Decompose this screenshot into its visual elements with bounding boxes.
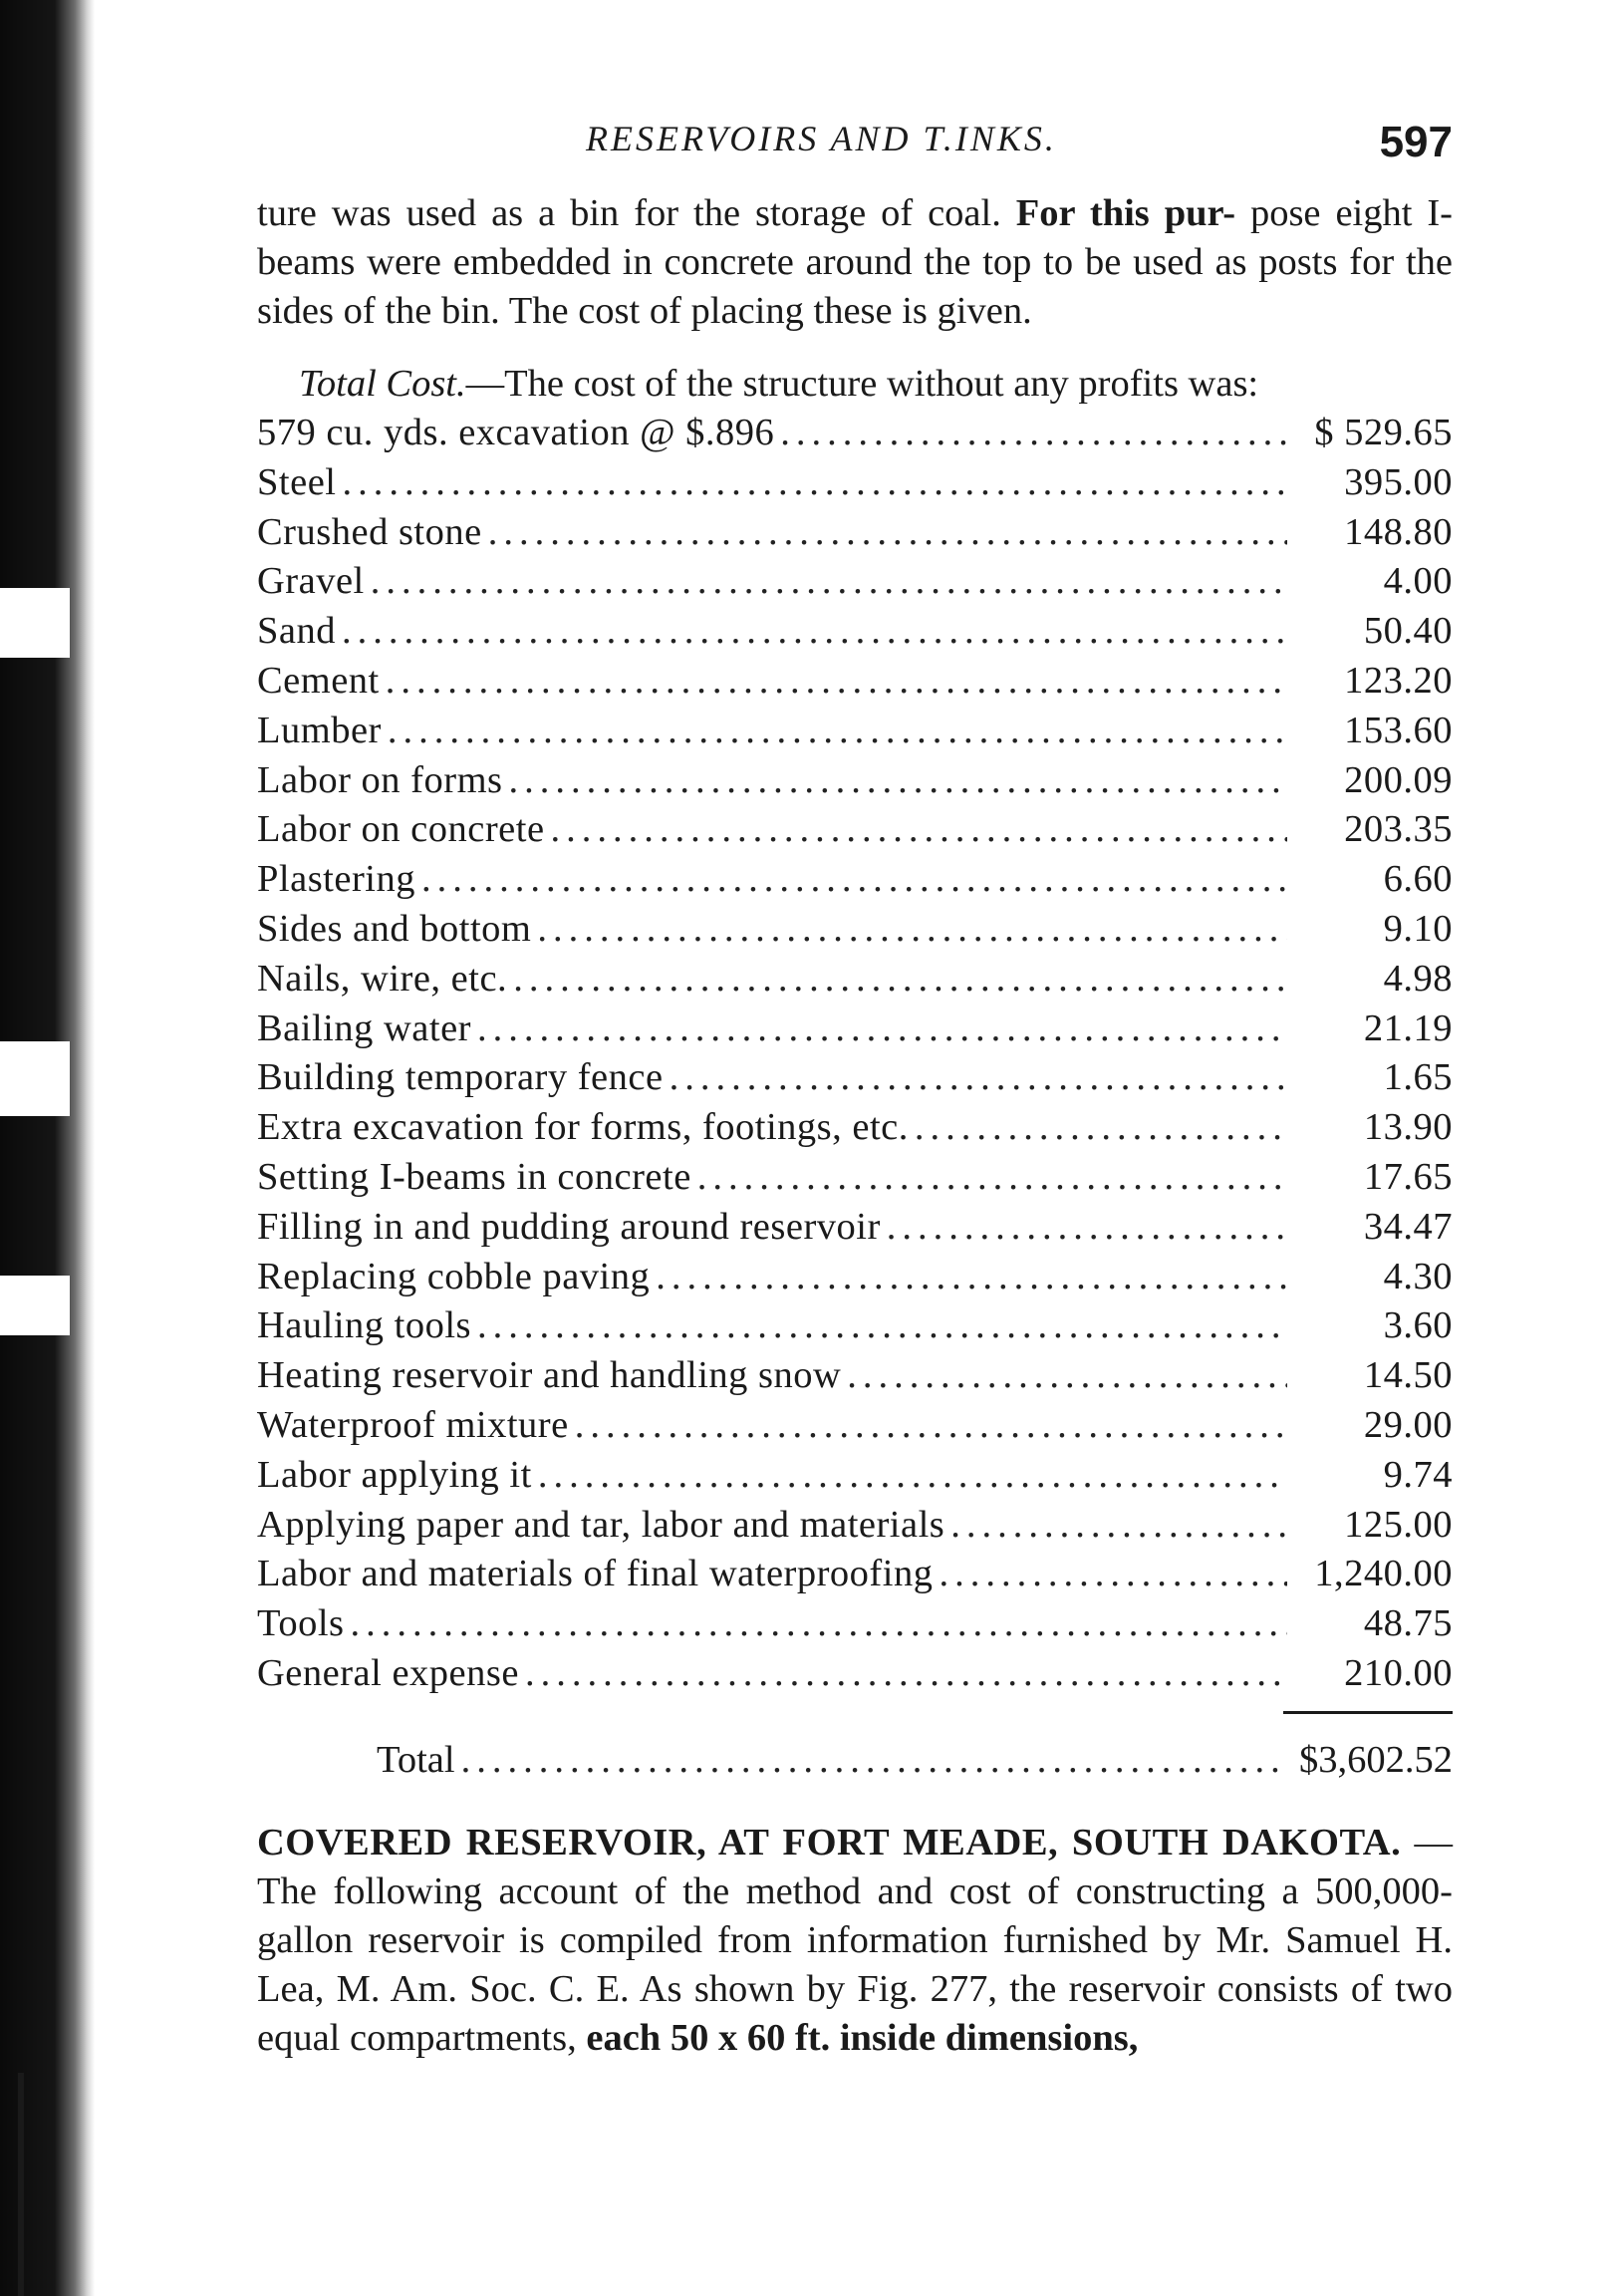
total-cost-label: Total Cost.	[299, 363, 466, 405]
cost-item-value: 17.65	[1363, 1155, 1453, 1198]
running-title: RESERVOIRS AND T.INKS.	[586, 119, 1057, 158]
cost-item-label: Labor on forms	[257, 758, 503, 801]
total-value: $3,602.52	[1299, 1738, 1453, 1781]
cost-row	[257, 1599, 1453, 1649]
cost-item-label: Steel	[257, 460, 337, 503]
intro-text-bold: For this pur-	[1015, 192, 1236, 234]
cost-row	[257, 707, 1453, 756]
cost-item-value: $ 529.65	[1314, 412, 1453, 453]
cost-row	[257, 1004, 1453, 1054]
cost-row	[257, 1351, 1453, 1401]
leader-dots	[670, 1053, 1287, 1103]
leader-dots	[551, 805, 1287, 855]
total-row	[377, 1735, 1453, 1785]
total-rule-row	[257, 1699, 1453, 1729]
cost-row	[257, 1103, 1453, 1153]
cost-row	[257, 409, 1453, 458]
cost-row	[257, 805, 1453, 855]
cost-item-label: Extra excavation for forms, footings, etc.	[257, 1106, 909, 1149]
cost-row	[257, 955, 1453, 1004]
leader-dots	[950, 1501, 1287, 1551]
cost-item-label: General expense	[257, 1651, 519, 1694]
binding-edge	[0, 0, 95, 2296]
leader-dots	[509, 756, 1288, 806]
cost-row	[257, 607, 1453, 657]
cost-item-value: 9.74	[1383, 1453, 1453, 1496]
binding-line	[18, 2073, 24, 2296]
leader-dots	[477, 1301, 1287, 1351]
cost-item-label: Filling in and pudding around reservoir	[257, 1205, 881, 1248]
leader-dots	[887, 1203, 1287, 1253]
cost-table	[257, 409, 1453, 1699]
leader-dots	[388, 707, 1287, 756]
leader-dots	[342, 458, 1287, 508]
cost-item-value: 50.40	[1363, 610, 1453, 653]
cost-item-label: Labor applying it	[257, 1453, 532, 1496]
cost-row	[257, 905, 1453, 955]
cost-item-value: 125.00	[1344, 1503, 1453, 1546]
leader-dots	[386, 657, 1287, 707]
cost-row	[257, 1451, 1453, 1501]
cost-item-value: 210.00	[1344, 1651, 1453, 1694]
cost-item-value: 6.60	[1383, 858, 1453, 901]
cost-row	[257, 1501, 1453, 1551]
cost-item-label: Heating reservoir and handling snow	[257, 1354, 842, 1397]
section-body: — The following account of the method and cost of constructing a 500,000-gallon reservoir is compiled from information furnished by Mr. Samuel H. Lea, M. Am. Soc. C. E. As shown by Fig. 277, the reservoir consists of two equal compartments,	[257, 1821, 1454, 2059]
cost-row	[257, 1253, 1453, 1302]
total-cost-text: —The cost of the structure without any profits was:	[465, 363, 1259, 405]
section-paragraph	[257, 1819, 1453, 2063]
cost-item-value: 21.19	[1363, 1006, 1453, 1049]
running-head	[257, 118, 1453, 177]
cost-row	[257, 1401, 1453, 1451]
cost-row	[257, 508, 1453, 558]
cost-item-value: 29.00	[1363, 1403, 1453, 1446]
cost-row	[257, 1301, 1453, 1351]
cost-item-label: Replacing cobble paving	[257, 1255, 651, 1297]
cost-row	[257, 1203, 1453, 1253]
intro-paragraph	[257, 189, 1453, 336]
cost-item-label: Gravel	[257, 560, 365, 603]
section-body-bold: each 50 x 60 ft. inside dimensions,	[586, 2016, 1139, 2059]
leader-dots	[915, 1103, 1287, 1153]
cost-row	[257, 855, 1453, 905]
cost-row	[257, 657, 1453, 707]
cost-item-value: 3.60	[1383, 1304, 1453, 1347]
cost-item-value: 1,240.00	[1314, 1553, 1453, 1595]
section-heading: COVERED RESERVOIR, AT FORT MEADE, SOUTH DAKOTA.	[257, 1821, 1402, 1864]
leader-dots	[575, 1401, 1287, 1451]
leader-dots	[939, 1550, 1287, 1599]
cost-item-value: 153.60	[1344, 709, 1453, 751]
leader-dots	[342, 607, 1287, 657]
binding-gap	[0, 588, 70, 658]
cost-item-value: 4.98	[1383, 957, 1453, 1000]
leader-dots	[538, 1451, 1287, 1501]
leader-dots	[371, 557, 1287, 607]
leader-dots	[351, 1599, 1287, 1649]
cost-item-label: Labor on concrete	[257, 808, 545, 851]
total-cost-intro	[257, 360, 1453, 409]
leader-dots	[537, 905, 1287, 955]
cost-item-value: 13.90	[1363, 1106, 1453, 1149]
leader-dots	[461, 1735, 1287, 1785]
cost-item-label: Crushed stone	[257, 510, 482, 553]
cost-item-label: Cement	[257, 659, 380, 702]
cost-item-value: 148.80	[1344, 510, 1453, 553]
cost-row	[257, 1649, 1453, 1699]
cost-item-value: 14.50	[1363, 1354, 1453, 1397]
cost-row	[257, 756, 1453, 806]
cost-row	[257, 1153, 1453, 1203]
cost-item-value: 200.09	[1344, 758, 1453, 801]
cost-row	[257, 557, 1453, 607]
leader-dots	[656, 1253, 1287, 1302]
cost-row	[257, 1550, 1453, 1599]
cost-row	[257, 458, 1453, 508]
total-rule	[1283, 1711, 1453, 1714]
leader-dots	[780, 409, 1287, 458]
cost-item-label: Tools	[257, 1602, 345, 1645]
cost-item-value: 395.00	[1344, 460, 1453, 503]
intro-text-end: pose eight I-beams were embedded in concrete around the top to be used as posts for the sides of the bin. The cost of placing these is given.	[257, 192, 1454, 332]
cost-item-label: 579 cu. yds. excavation @ $.896	[257, 412, 775, 453]
cost-item-value: 34.47	[1363, 1205, 1453, 1248]
cost-item-value: 123.20	[1344, 659, 1453, 702]
cost-item-label: Applying paper and tar, labor and materials	[257, 1503, 945, 1546]
cost-item-label: Nails, wire, etc.	[257, 957, 508, 1000]
intro-text-start: ture was used as a bin for the storage of coal.	[257, 192, 1016, 234]
cost-item-value: 48.75	[1363, 1602, 1453, 1645]
cost-item-value: 1.65	[1383, 1056, 1453, 1099]
cost-item-label: Hauling tools	[257, 1304, 472, 1347]
cost-item-value: 4.00	[1383, 560, 1453, 603]
cost-item-label: Setting I-beams in concrete	[257, 1155, 691, 1198]
page-number: 597	[1379, 118, 1453, 166]
leader-dots	[697, 1153, 1287, 1203]
cost-item-value: 4.30	[1383, 1255, 1453, 1297]
cost-item-value: 203.35	[1344, 808, 1453, 851]
leader-dots	[488, 508, 1287, 558]
binding-gap	[0, 1276, 70, 1335]
cost-item-label: Lumber	[257, 709, 382, 751]
cost-item-value: 9.10	[1383, 907, 1453, 950]
cost-item-label: Sand	[257, 610, 336, 653]
cost-item-label: Plastering	[257, 858, 415, 901]
total-label: Total	[377, 1738, 455, 1781]
cost-item-label: Waterproof mixture	[257, 1403, 569, 1446]
page	[257, 118, 1453, 2063]
cost-item-label: Sides and bottom	[257, 907, 532, 950]
leader-dots	[421, 855, 1287, 905]
leader-dots	[513, 955, 1287, 1004]
leader-dots	[525, 1649, 1287, 1699]
leader-dots	[477, 1004, 1287, 1054]
leader-dots	[847, 1351, 1287, 1401]
cost-item-label: Bailing water	[257, 1006, 471, 1049]
cost-row	[257, 1053, 1453, 1103]
binding-gap	[0, 1041, 70, 1116]
cost-item-label: Labor and materials of final waterproofing	[257, 1553, 934, 1595]
cost-item-label: Building temporary fence	[257, 1056, 664, 1099]
